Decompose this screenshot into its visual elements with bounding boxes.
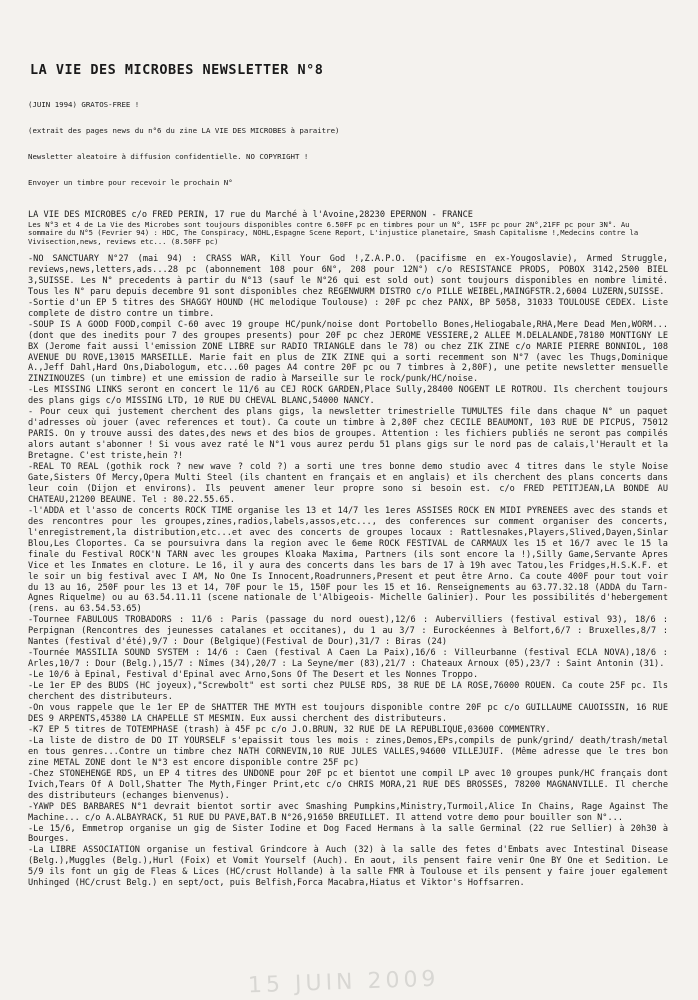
news-item: -SOUP IS A GOOD FOOD,compil C-60 avec 19 groupe HC/punk/noise dont Portobello Bones,Heliogabale,RHA,Mere Dead Men,WORM...(dont que des inedits pour 7 des groupes presents) pour 20F pc chez JEROME VESSIERE,2 ALLEE M.DELALANDE,78180 MONTIGNY LE BX (Jerome fait aussi l'emission ZONE LIBRE sur RADIO TRIANGLE dans le 78) ou chez ZIK ZINE c/o MARIE PIERRE BONNIOL, 108 AVENUE DU ROVE,13015 MARSEILLE. Marie fait en plus de ZIK ZINE qui a sorti recemment son N°7 (avec les Thugs,Dominique A.,Jeff Dahl,Hard Ons,Diabologum, etc...60 pages A4 contre 20F pc ou 7 timbres à 2,80F), une petite newsletter mensuelle ZINZINOUZES (un timbre) et une emission de radio à Marseille sur le rock/punk/HC/noise. [28,319,668,385]
news-item: -Chez STONEHENGE RDS, un EP 4 titres des UNDONE pour 20F pc et bientot une compil LP avec 10 groupes punk/HC français dont Ivich,Tears Of A Doll,Shatter The Myth,Finger Print,etc c/o CHRIS MORA,21 RUE DES BROSSES, 78200 MAGNANVILLE. Il cherche des distributeurs (echanges bienvenus). [28,768,668,801]
news-item: -l'ADDA et l'asso de concerts ROCK TIME organise les 13 et 14/7 les 1eres ASSISES ROCK EN MIDI PYRENEES avec des stands et des rencontres pour les groupes,zines,radios,labels,assos,etc..., des conferences sur comment organiser des concerts, l'enregistrement,la distribution,etc...et avec des concerts de groupes locaux : Rattlesnakes,Players,Slived,Dayen,Sinlar Blou,Les Cloportes. Ca se poursuivra dans la region avec le 6eme ROCK FESTIVAL de CARMAUX les 15 et 16/7 avec le 15 la finale du Festival ROCK'N TARN avec les groupes Kloaka Maxima, Partners (ils sont encore la !),Silly Game,Servante Apres Vice et les Inmates en cloture. Le 16, il y aura des concerts dans les bars de 17 à 19h avec Tatou,les Fridges,H.S.K.F. et le soir un big festival avec I AM, No One Is Innocent,Roadrunners,Present et peut être Arno. Ca coute 400F pour tout voir du 13 au 16, 250F pour les 13 et 14, 70F pour le 15, 150F pour les 15 et 16. Renseignements au 63.77.32.18 (ADDA du Tarn-Agnes Riquelme) ou au 63.54.11.11 (scene nationale de l'Albigeois- Michelle Galinier). Pour les possibilités d'hebergement (rens. au 63.54.53.65) [28,505,668,615]
newsletter-title: LA VIE DES MICROBES NEWSLETTER N°8 [30,62,324,78]
news-item: -K7 EP 5 titres de TOTEMPHASE (trash) à 45F pc c/o J.O.BRUN, 32 RUE DE LA REPUBLIQUE,03600 COMMENTRY. [28,724,551,735]
date-stamp: 15 JUIN 2009 [247,966,440,999]
news-item: -Le 1er EP des BUDS (HC joyeux),"Screwbolt" est sorti chez PULSE RDS, 38 RUE DE LA ROSE,76000 ROUEN. Ca coute 25F pc. Ils cherchent des distributeurs. [28,681,668,703]
news-item: -Tournée MASSILIA SOUND SYSTEM : 14/6 : Caen (festival A Caen La Paix),16/6 : Villeurbanne (festival ECLA NOVA),18/6 : Arles,10/7 : Dour (Belg.),15/7 : Nîmes (34),20/7 : La Seyne/mer (83),21/7 : Chateaux Arnoux (05),23/7 : Saint Antonin (31). [28,648,668,670]
copyright-line: Newsletter aleatoire à diffusion confidentielle. NO COPYRIGHT ! [28,151,309,161]
news-item: -Le 15/6, Emmetrop organise un gig de Sister Iodine et Dog Faced Hermans à la salle Germinal (22 rue Sellier) à 20h30 à Bourges. [28,823,668,845]
subscribe-line: Envoyer un timbre pour recevoir le prochain N° [28,177,233,187]
contact-address: LA VIE DES MICROBES c/o FRED PERIN, 17 rue du Marché à l'Avoine,28230 EPERNON - FRANCE [28,210,473,221]
news-item: -Sortie d'un EP 5 titres des SHAGGY HOUND (HC melodique Toulouse) : 20F pc chez PANX, BP 5058, 31033 TOULOUSE CEDEX. Liste complete de distro contre un timbre. [28,297,668,319]
extract-note-line: (extrait des pages news du n°6 du zine LA VIE DES MICROBES à paraitre) [28,125,340,135]
news-item: -NO SANCTUARY N°27 (mai 94) : CRASS WAR, Kill Your God !,Z.A.P.O. (pacifisme en ex-Yougoslavie), Armed Struggle, reviews,news,letters,ads...28 pc (abonnement 108 pour 6N°, 208 pour 12N°) c/o RESISTANCE PRODS, POBOX 3142,2500 BIEL 3,SUISSE. Les N° precedents à partir du N°13 (sauf le N°26 qui est sold out) sont toujours disponibles en nombre limité. Tous les N° paru depuis decembre 91 sont disponibles chez REGENWURM DISTRO c/o PILLE WEIBEL,MAINGFSTR.2,6004 LUZERN,SUISSE. [28,253,668,297]
news-item: -REAL TO REAL (gothik rock ? new wave ? cold ?) a sorti une tres bonne demo studio avec 4 titres dans le style Noise Gate,Sisters Of Mercy,Opera Multi Steel (ils chantent en français et en anglais) et ils cherchent des plans concerts dans leur coin (Dijon et environs). Ils peuvent amener leur propre sono si besoin est. c/o FRED PETITJEAN,LA BONDE AU CHATEAU,21200 BEAUNE. Tel : 80.22.55.65. [28,462,668,505]
news-item: - Pour ceux qui justement cherchent des plans gigs, la newsletter trimestrielle TUMULTES file dans chaque N° un paquet d'adresses où jouer (avec references et tout). Ca coute un timbre à 2,80F chez CECILE BEAUMONT, 103 RUE DE PICPUS, 75012 PARIS. On y trouve aussi des dates,des news et des bios de groupes. Attention : les fichiers publiés ne seront pas compilés alors autant s'abonner ! Si vous avez raté le N°1 vous aurez perdu 51 plans gigs sur le nord pas de calais,l'Herault et la Bretagne. C'est triste,hein ?! [28,407,668,462]
news-item: -La liste de distro de DO IT YOURSELF s'epaissit tous les mois : zines,Demos,EPs,compils de punk/grind/ death/trash/metal en tous genres...Contre un timbre chez NATH CORNEVIN,10 RUE JULES VALLES,94600 VILLEJUIF. (Même adresse que le tres bon zine METAL ZONE dont le N°3 est encore disponible contre 25F pc) [28,735,668,768]
news-item: -Les MISSING LINKS seront en concert le 11/6 au CEJ ROCK GARDEN,Place Sully,28400 NOGENT LE ROTROU. Ils cherchent toujours des plans gigs c/o MISSING LTD, 10 RUE DU CHEVAL BLANC,54000 NANCY. [28,385,668,407]
issue-date-line: (JUIN 1994) GRATOS-FREE ! [28,100,140,110]
back-issues-note: Les N°3 et 4 de La Vie des Microbes sont toujours disponibles contre 6.50FF pc en timbres pour un N°, 15FF pc pour 2N°,21FF pc pour 3N°. Au sommaire du N°5 (Fevrier 94) : HDC, The Conspiracy, NOHL,Espagne Scene Report, L'injustice planetaire, Smash Capitalisme !,Medecins contre la Vivisection,news, reviews etc... (8.50FF pc) [28,219,639,246]
news-item: -Tournee FABULOUS TROBADORS : 11/6 : Paris (passage du nord ouest),12/6 : Aubervilliers (festival estival 93), 18/6 : Perpignan (Rencontres des jeunesses catalanes et occitanes), du 1 au 3/7 : Eurockéennes à Belfort,6/7 : Bruxelles,8/7 : Nantes (festival d'été),9/7 : Dour (Belgique)(Festival de Dour),31/7 : Biras (24) [28,615,668,648]
news-item: -Le 10/6 à Epinal, Festival d'Epinal avec Arno,Sons Of The Desert et les Nonnes Troppo. [28,670,479,681]
news-item: -On vous rappele que le 1er EP de SHATTER THE MYTH est toujours disponible contre 20F pc c/o GUILLAUME CAUOISSIN, 16 RUE DES 9 ARPENTS,45380 LA CHAPELLE ST MESMIN. Eux aussi cherchent des distributeurs. [28,703,668,724]
header-block [28,84,668,204]
news-body [28,254,668,889]
news-item: -YAWP DES BARBARES N°1 devrait bientot sortir avec Smashing Pumpkins,Ministry,Turmoil,Alice In Chains, Rage Against The Machine... c/o A.ALBAYRACK, 51 RUE DU PAVE,BAT.B N°26,91650 BREUILLET. Il attend votre demo pour bouiller son N°... [28,801,668,823]
news-item: -La LIBRE ASSOCIATION organise un festival Grindcore à Auch (32) à la salle des fetes d'Embats avec Intestinal Disease (Belg.),Muggles (Belg.),Hurl (Foix) et Vomit Yourself (Auch). En aout, ils pensent faire venir One BY One et Sedition. Le 5/9 ils font un gig de Fleas & Lices (HC/crust Hollande) à la salle FMR à Toulouse et ils pensent y faire jouer egalement Unhinged (HC/crust Belg.) en sept/oct, puis Belfish,Forca Macabra,Hiatus et Viktor's Hoffsarren. [28,845,668,889]
